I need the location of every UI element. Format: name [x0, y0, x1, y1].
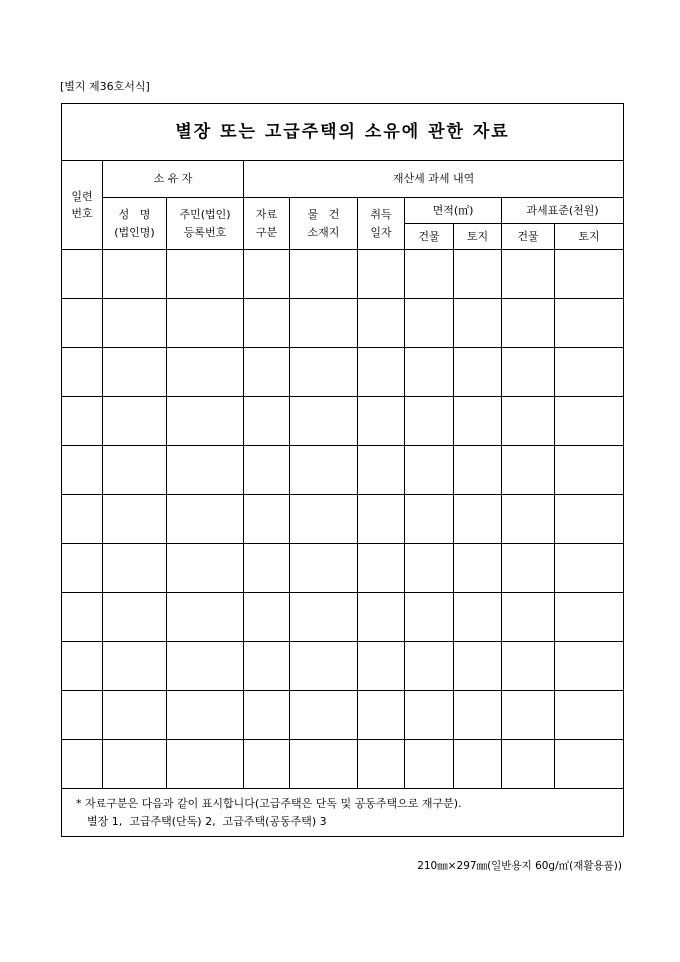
table-cell[interactable] — [290, 299, 358, 348]
table-cell[interactable] — [454, 299, 502, 348]
table-cell[interactable] — [62, 593, 103, 642]
property-line2: 소재지 — [307, 225, 340, 239]
page-title: 별장 또는 고급주택의 소유에 관한 자료 — [62, 104, 624, 161]
table-cell[interactable] — [405, 348, 454, 397]
table-cell[interactable] — [555, 593, 624, 642]
std-building-header: 건물 — [502, 224, 555, 250]
table-cell[interactable] — [103, 348, 167, 397]
table-cell[interactable] — [454, 250, 502, 299]
table-cell[interactable] — [454, 740, 502, 789]
property-line1: 물 건 — [307, 208, 340, 222]
note-row — [62, 789, 624, 837]
table-cell[interactable] — [358, 544, 405, 593]
table-cell[interactable] — [167, 740, 244, 789]
acquisition-line2: 일자 — [370, 225, 392, 239]
title-row — [62, 104, 624, 161]
table-cell[interactable] — [62, 446, 103, 495]
table-cell[interactable] — [103, 446, 167, 495]
table-cell[interactable] — [244, 544, 290, 593]
table-cell[interactable] — [290, 740, 358, 789]
table-row — [62, 593, 624, 642]
table-cell[interactable] — [454, 446, 502, 495]
table-cell[interactable] — [502, 397, 555, 446]
table-cell[interactable] — [167, 397, 244, 446]
table-cell[interactable] — [244, 642, 290, 691]
table-cell[interactable] — [502, 544, 555, 593]
table-cell[interactable] — [62, 397, 103, 446]
table-cell[interactable] — [290, 397, 358, 446]
table-cell[interactable] — [502, 740, 555, 789]
table-cell[interactable] — [358, 495, 405, 544]
registration-number-header — [167, 198, 244, 250]
std-land-header: 토지 — [555, 224, 624, 250]
table-cell[interactable] — [167, 250, 244, 299]
footnote-line1: * 자료구분은 다음과 같이 표시합니다(고급주택은 단독 및 공동주택으로 재구분). — [76, 797, 462, 811]
table-cell[interactable] — [290, 446, 358, 495]
paper-spec: 210㎜×297㎜(일반용지 60g/㎡(재활용품)) — [417, 860, 622, 872]
table-cell[interactable] — [502, 495, 555, 544]
table-cell[interactable] — [555, 348, 624, 397]
table-row — [62, 397, 624, 446]
table-cell[interactable] — [244, 691, 290, 740]
owner-name-header — [103, 198, 167, 250]
table-cell[interactable] — [103, 397, 167, 446]
table-cell[interactable] — [358, 642, 405, 691]
table-cell[interactable] — [62, 348, 103, 397]
header-row-2 — [62, 198, 624, 224]
table-cell[interactable] — [358, 299, 405, 348]
serial-header-line1: 일련 — [71, 189, 93, 203]
table-cell[interactable] — [167, 544, 244, 593]
table-cell[interactable] — [358, 593, 405, 642]
table-cell[interactable] — [405, 397, 454, 446]
table-cell[interactable] — [290, 642, 358, 691]
table-cell[interactable] — [502, 446, 555, 495]
table-cell[interactable] — [358, 397, 405, 446]
owner-name-line2: (법인명) — [114, 225, 155, 239]
table-cell[interactable] — [358, 446, 405, 495]
table-cell[interactable] — [62, 544, 103, 593]
registration-line1: 주민(법인) — [179, 208, 231, 222]
table-cell[interactable] — [555, 397, 624, 446]
table-cell[interactable] — [405, 691, 454, 740]
table-row — [62, 642, 624, 691]
table-cell[interactable] — [502, 593, 555, 642]
table-cell[interactable] — [502, 642, 555, 691]
table-cell[interactable] — [167, 299, 244, 348]
table-row — [62, 740, 624, 789]
table-cell[interactable] — [167, 691, 244, 740]
table-cell[interactable] — [167, 593, 244, 642]
table-cell[interactable] — [454, 348, 502, 397]
table-cell[interactable] — [62, 740, 103, 789]
table-cell[interactable] — [103, 642, 167, 691]
table-cell[interactable] — [405, 250, 454, 299]
table-cell[interactable] — [502, 250, 555, 299]
table-cell[interactable] — [167, 642, 244, 691]
table-cell[interactable] — [502, 348, 555, 397]
table-cell[interactable] — [405, 495, 454, 544]
table-cell[interactable] — [358, 740, 405, 789]
serial-number-header — [62, 161, 103, 250]
table-cell[interactable] — [405, 740, 454, 789]
table-cell[interactable] — [405, 544, 454, 593]
table-cell[interactable] — [454, 642, 502, 691]
table-cell[interactable] — [244, 397, 290, 446]
table-cell[interactable] — [290, 495, 358, 544]
table-cell[interactable] — [358, 691, 405, 740]
table-cell[interactable] — [405, 642, 454, 691]
table-cell[interactable] — [555, 544, 624, 593]
table-cell[interactable] — [358, 348, 405, 397]
table-cell[interactable] — [290, 691, 358, 740]
table-cell[interactable] — [555, 446, 624, 495]
table-cell[interactable] — [454, 544, 502, 593]
table-cell[interactable] — [244, 250, 290, 299]
table-cell[interactable] — [454, 593, 502, 642]
table-cell[interactable] — [103, 250, 167, 299]
table-cell[interactable] — [555, 250, 624, 299]
table-cell[interactable] — [167, 348, 244, 397]
form-number-label: [별지 제36호서식] — [60, 80, 150, 93]
table-cell[interactable] — [454, 691, 502, 740]
table-cell[interactable] — [167, 446, 244, 495]
table-cell[interactable] — [244, 593, 290, 642]
table-cell[interactable] — [103, 593, 167, 642]
table-cell[interactable] — [454, 397, 502, 446]
table-cell[interactable] — [555, 299, 624, 348]
table-cell[interactable] — [502, 299, 555, 348]
data-type-header — [244, 198, 290, 250]
table-row — [62, 446, 624, 495]
table-cell[interactable] — [405, 593, 454, 642]
header-row-1 — [62, 161, 624, 198]
table-cell[interactable] — [244, 740, 290, 789]
table-cell[interactable] — [103, 691, 167, 740]
table-row — [62, 348, 624, 397]
area-header: 면적(㎡) — [405, 198, 502, 224]
area-building-header: 건물 — [405, 224, 454, 250]
owner-name-line1: 성 명 — [118, 208, 151, 222]
table-row — [62, 691, 624, 740]
acquisition-line1: 취득 — [370, 208, 392, 222]
table-cell[interactable] — [290, 348, 358, 397]
data-type-line1: 자료 — [255, 208, 278, 222]
report-form-table — [61, 103, 624, 837]
table-cell[interactable] — [555, 642, 624, 691]
table-cell[interactable] — [405, 446, 454, 495]
table-cell[interactable] — [62, 495, 103, 544]
footnote-line2: 별장 1, 고급주택(단독) 2, 고급주택(공동주택) 3 — [87, 814, 327, 828]
table-cell[interactable] — [244, 495, 290, 544]
property-location-header — [290, 198, 358, 250]
table-row — [62, 495, 624, 544]
data-type-line2: 구분 — [255, 225, 278, 239]
table-cell[interactable] — [405, 299, 454, 348]
table-cell[interactable] — [244, 299, 290, 348]
table-row — [62, 544, 624, 593]
table-cell[interactable] — [167, 495, 244, 544]
owner-group-header: 소 유 자 — [103, 161, 244, 198]
table-cell[interactable] — [555, 495, 624, 544]
table-row — [62, 299, 624, 348]
table-cell[interactable] — [290, 593, 358, 642]
table-cell[interactable] — [290, 544, 358, 593]
table-cell[interactable] — [244, 348, 290, 397]
area-land-header: 토지 — [454, 224, 502, 250]
table-cell[interactable] — [290, 250, 358, 299]
table-cell[interactable] — [244, 446, 290, 495]
registration-line2: 등록번호 — [183, 225, 227, 239]
table-cell[interactable] — [555, 691, 624, 740]
table-cell[interactable] — [62, 691, 103, 740]
table-cell[interactable] — [502, 691, 555, 740]
acquisition-date-header — [358, 198, 405, 250]
table-cell[interactable] — [103, 299, 167, 348]
table-row — [62, 250, 624, 299]
tax-standard-header: 과세표준(천원) — [502, 198, 624, 224]
table-cell[interactable] — [103, 495, 167, 544]
table-cell[interactable] — [103, 544, 167, 593]
table-cell[interactable] — [62, 299, 103, 348]
table-cell[interactable] — [62, 250, 103, 299]
table-cell[interactable] — [62, 642, 103, 691]
table-cell[interactable] — [555, 740, 624, 789]
table-cell[interactable] — [454, 495, 502, 544]
footnote — [62, 789, 624, 837]
table-cell[interactable] — [103, 740, 167, 789]
serial-header-line2: 번호 — [71, 207, 93, 220]
tax-group-header: 재산세 과세 내역 — [244, 161, 624, 198]
table-cell[interactable] — [358, 250, 405, 299]
